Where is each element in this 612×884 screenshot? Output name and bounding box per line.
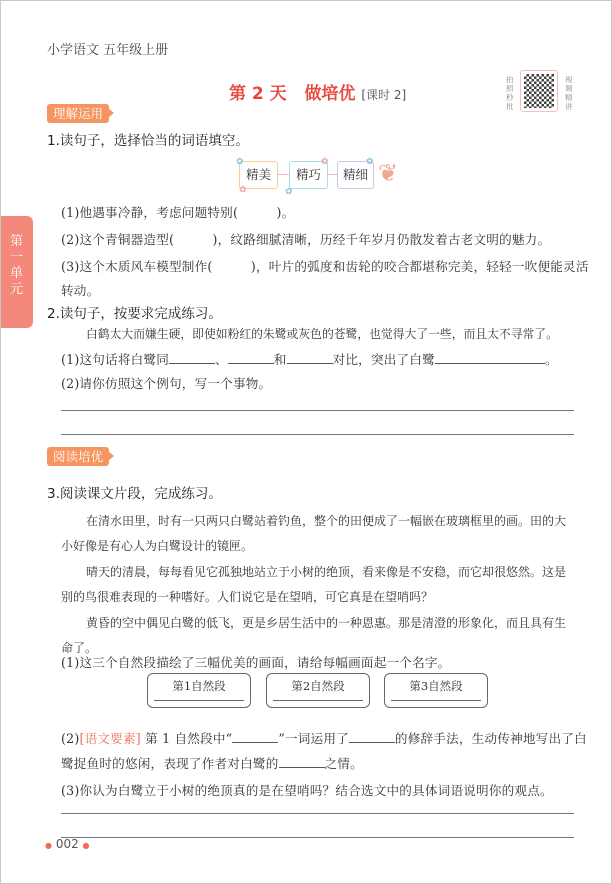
title-name: 做培优: [304, 84, 356, 104]
dot-icon: ●: [82, 841, 90, 850]
text: 的修辞手法，生动传神地写出了白: [394, 731, 587, 746]
text: 对比，突出了白鹭: [332, 352, 435, 367]
answer-blank[interactable]: [169, 352, 215, 364]
text: 和: [273, 352, 287, 367]
page-number-text: 002: [55, 837, 79, 851]
passage-line: 晴天的清晨，每每看见它孤独地站立于小树的绝顶，看来像是不安稳，而它却很悠然。这是: [86, 565, 567, 579]
passage-line: 别的鸟很难表现的一种嗜好。人们说它是在望哨，可它真是在望哨吗？: [61, 590, 434, 604]
q2-sub2: (2)请你仿照这个例句，写一个事物。: [61, 376, 272, 391]
q3-prompt: 3.阅读课文片段，完成练习。: [47, 486, 222, 502]
flower-icon: ✿: [366, 157, 374, 167]
answer-blank[interactable]: [279, 756, 325, 768]
qr-code[interactable]: [520, 70, 558, 112]
flower-icon: ✿: [236, 157, 244, 167]
book-header: 小学语文 五年级上册: [47, 43, 169, 58]
box-label: 第2自然段: [291, 679, 345, 693]
answer-blank[interactable]: [154, 700, 244, 701]
answer-blank[interactable]: [349, 731, 395, 743]
text: 第 1 自然段中“: [145, 731, 233, 746]
q3-sub1: (1)这三个自然段描绘了三幅优美的画面，请给每幅画面起一个名字。: [61, 655, 451, 670]
q3-sub3: (3)你认为白鹭立于小树的绝顶真的是在望哨吗？结合选文中的具体词语说明你的观点。: [61, 783, 553, 798]
text: (1)这句话将白鹭同: [61, 352, 169, 367]
answer-blank[interactable]: [435, 352, 545, 364]
flower-icon: ✿: [285, 187, 293, 197]
qr-left-label: 拍照秒批: [506, 75, 514, 111]
answer-blank[interactable]: [232, 731, 278, 743]
paragraph-name-box[interactable]: [266, 673, 370, 708]
box-label: 第3自然段: [409, 679, 463, 693]
q1-item-3-cont: 转动。: [61, 283, 100, 298]
word-option: 精美: [239, 161, 278, 189]
answer-blank[interactable]: [391, 700, 481, 701]
text: 、: [215, 352, 228, 367]
passage-line: 小好像是有心人为白鹭设计的镜匣。: [61, 539, 254, 553]
text: 鹭捉鱼时的悠闲，表现了作者对白鹭的: [61, 756, 279, 771]
q1-item-1: (1)他遇事冷静，考虑问题特别( )。: [61, 205, 295, 220]
section-tag-understand: 理解运用: [47, 104, 109, 123]
paragraph-name-box[interactable]: [384, 673, 488, 708]
title-day: 第 2 天: [229, 84, 287, 104]
qr-right-label: 视频精讲: [565, 75, 573, 111]
passage-line: 黄昏的空中偶见白鹭的低飞，更是乡居生活中的一种恩惠。那是清澄的形象化，而且具有生: [86, 616, 567, 630]
q1-item-2: (2)这个青铜器造型( )，纹路细腻清晰，历经千年岁月仍散发着古老文明的魅力。: [61, 232, 551, 247]
text: ”一词运用了: [278, 731, 349, 746]
text: 。: [544, 352, 558, 367]
q3-sub2: [61, 728, 587, 747]
section-tag-reading: 阅读培优: [47, 447, 109, 466]
dot-icon: ●: [45, 841, 52, 850]
text: (2): [61, 731, 80, 746]
answer-line[interactable]: [61, 837, 574, 838]
flower-icon: ✿: [321, 157, 329, 167]
paragraph-name-box[interactable]: [147, 673, 251, 708]
passage-line: 命了。: [61, 641, 98, 655]
q2-prompt: 2.读句子，按要求完成练习。: [47, 306, 222, 322]
unit-tab-label: 第一单元: [10, 234, 24, 297]
butterfly-icon: ❦: [378, 159, 399, 187]
answer-blank[interactable]: [273, 700, 363, 701]
answer-line[interactable]: [61, 813, 574, 814]
q2-sentence: 白鹤太大而嫌生硬，即使如粉红的朱鹭或灰色的苍鹭，也觉得大了一些，而且太不寻常了。: [86, 327, 558, 341]
q1-prompt: 1.读句子，选择恰当的词语填空。: [47, 133, 249, 149]
answer-line[interactable]: [61, 410, 574, 411]
q3-sub2-cont: [61, 753, 363, 772]
box-label: 第1自然段: [172, 679, 226, 693]
page-title: [229, 79, 406, 104]
text: 之情。: [324, 756, 363, 771]
q2-sub1: [61, 349, 558, 368]
passage-line: 在清水田里，时有一只两只白鹭站着钓鱼，整个的田便成了一幅嵌在玻璃框里的画。田的大: [86, 514, 567, 528]
answer-blank[interactable]: [228, 352, 274, 364]
q1-item-3: (3)这个木质风车模型制作( )，叶片的弧度和齿轮的咬合都堪称完美，轻轻一吹便能灵活: [61, 259, 589, 274]
title-lesson: [课时 2]: [361, 88, 407, 102]
answer-line[interactable]: [61, 434, 574, 435]
page-number: [45, 837, 90, 851]
flower-icon: ✿: [239, 185, 247, 195]
word-option: 精巧: [289, 161, 328, 189]
answer-blank[interactable]: [287, 352, 333, 364]
unit-tab: [1, 216, 33, 328]
qr-pattern-icon: [524, 74, 554, 108]
element-tag: [语文要素]: [79, 731, 141, 746]
word-option: 精细: [337, 161, 374, 189]
